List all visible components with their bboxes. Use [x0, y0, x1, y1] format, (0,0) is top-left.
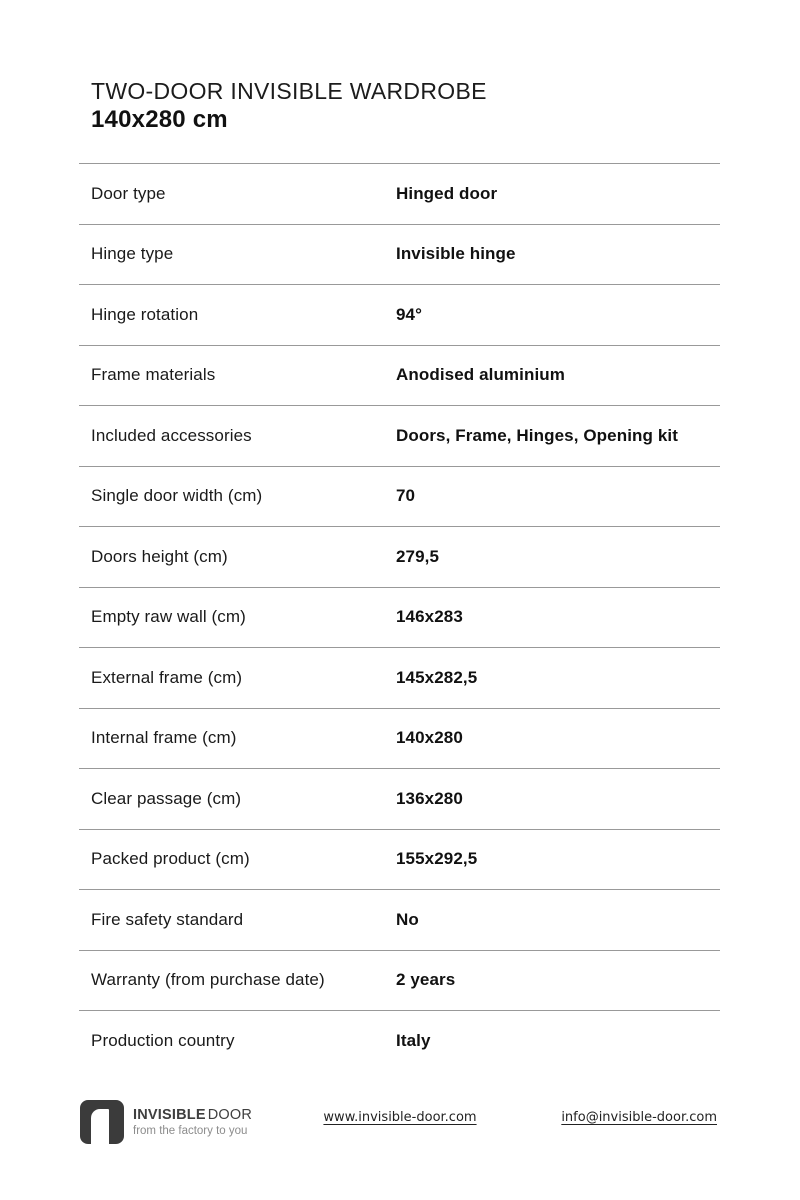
spec-value: 145x282,5 — [396, 667, 478, 687]
spec-value: 70 — [396, 486, 416, 506]
brand-name-bold: INVISIBLE — [133, 1107, 206, 1123]
spec-label: Door type — [91, 183, 166, 203]
table-row — [79, 285, 720, 346]
brand-name — [133, 1107, 252, 1124]
spec-value: 146x283 — [396, 607, 463, 627]
spec-value: Doors, Frame, Hinges, Opening kit — [396, 425, 678, 445]
spec-label: Warranty (from purchase date) — [91, 970, 325, 990]
spec-label: Hinge rotation — [91, 304, 199, 324]
table-row — [79, 225, 720, 286]
spec-label: Included accessories — [91, 425, 252, 445]
door-opening-shape — [91, 1109, 109, 1144]
table-row — [79, 830, 720, 891]
brand-logo — [80, 1100, 252, 1144]
table-row — [79, 1011, 720, 1072]
spec-value: Italy — [396, 1031, 431, 1051]
email-link[interactable]: info@invisible-door.com — [561, 1110, 717, 1125]
website-link[interactable]: www.invisible-door.com — [323, 1110, 477, 1125]
brand-name-light: DOOR — [207, 1107, 253, 1123]
brand-textblock — [133, 1100, 252, 1138]
spec-label: Single door width (cm) — [91, 486, 263, 506]
page-subtitle: 140x280 cm — [91, 106, 228, 134]
table-row — [79, 467, 720, 528]
spec-label: Frame materials — [91, 365, 216, 385]
page-title: TWO-DOOR INVISIBLE WARDROBE — [91, 78, 487, 104]
spec-value: 279,5 — [396, 546, 440, 566]
spec-value: 2 years — [396, 970, 456, 990]
spec-label: Clear passage (cm) — [91, 788, 242, 808]
table-row — [79, 346, 720, 407]
spec-value: 155x292,5 — [396, 849, 478, 869]
table-row — [79, 648, 720, 709]
table-row — [79, 890, 720, 951]
table-row — [79, 406, 720, 467]
table-row — [79, 164, 720, 225]
spec-label: Doors height (cm) — [91, 546, 228, 566]
spec-table — [79, 163, 720, 1072]
spec-label: Fire safety standard — [91, 909, 244, 929]
spec-value: 140x280 — [396, 728, 463, 748]
spec-value: Invisible hinge — [396, 244, 516, 264]
table-row — [79, 709, 720, 770]
spec-value: Hinged door — [396, 183, 498, 203]
spec-value: Anodised aluminium — [396, 365, 565, 385]
header — [91, 78, 487, 134]
spec-label: Internal frame (cm) — [91, 728, 237, 748]
spec-label: External frame (cm) — [91, 667, 243, 687]
table-row — [79, 769, 720, 830]
spec-value: 136x280 — [396, 788, 463, 808]
spec-label: Empty raw wall (cm) — [91, 607, 246, 627]
spec-value: No — [396, 909, 419, 929]
spec-value: 94° — [396, 304, 423, 324]
spec-label: Hinge type — [91, 244, 174, 264]
table-row — [79, 527, 720, 588]
table-row — [79, 951, 720, 1012]
table-row — [79, 588, 720, 649]
spec-label: Production country — [91, 1031, 235, 1051]
brand-tagline: from the factory to you — [133, 1124, 248, 1137]
door-logo-icon — [80, 1100, 124, 1144]
spec-label: Packed product (cm) — [91, 849, 250, 869]
